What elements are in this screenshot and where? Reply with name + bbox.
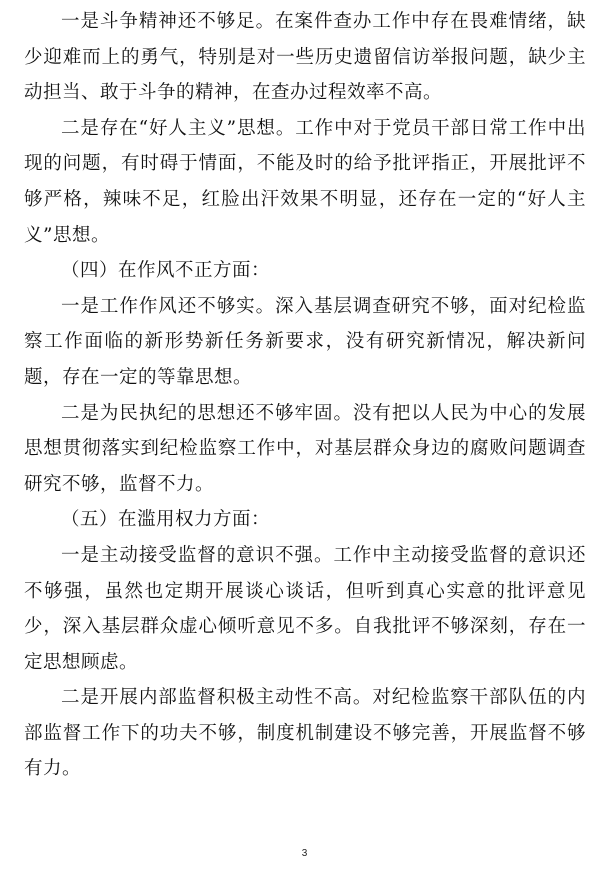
section-heading-power-abuse: （五）在滥用权力方面： <box>61 509 271 531</box>
page-number: 3 <box>301 848 308 859</box>
paragraph-good-person-ideology: 二是存在“好人主义”思想。工作中对于党员干部日常工作中出现的问题，有时碍于情面，不能及时的给予批评指正，开展批评不够严格，辣味不足，红脸出汗效果不明显，还存在一定的“好人主义”思想。 <box>24 117 586 246</box>
paragraph-work-style-practical: 一是工作作风还不够实。深入基层调查研究不够，面对纪检监察工作面临的新形势新任务新要求，没有研究新情况，解决新问题，存在一定的等靠思想。 <box>24 295 586 388</box>
section-heading-work-style: （四）在作风不正方面： <box>61 260 271 282</box>
paragraph-accept-supervision: 一是主动接受监督的意识不强。工作中主动接受监督的意识还不够强，虽然也定期开展谈心谈话，但听到真心实意的批评意见少，深入基层群众虚心倾听意见不多。自我批评不够深刻，存在一定思想顾虑。 <box>24 544 586 673</box>
paragraph-people-discipline: 二是为民执纪的思想还不够牢固。没有把以人民为中心的发展思想贯彻落实到纪检监察工作中，对基层群众身边的腐败问题调查研究不够，监督不力。 <box>24 402 586 495</box>
document-body <box>24 4 586 787</box>
paragraph-internal-supervision: 二是开展内部监督积极主动性不高。对纪检监察干部队伍的内部监督工作下的功夫不够，制度机制建设不够完善，开展监督不够有力。 <box>24 687 586 780</box>
paragraph-struggle-spirit: 一是斗争精神还不够足。在案件查办工作中存在畏难情绪，缺少迎难而上的勇气，特别是对一些历史遗留信访举报问题，缺少主动担当、敢于斗争的精神，在查办过程效率不高。 <box>24 11 586 104</box>
